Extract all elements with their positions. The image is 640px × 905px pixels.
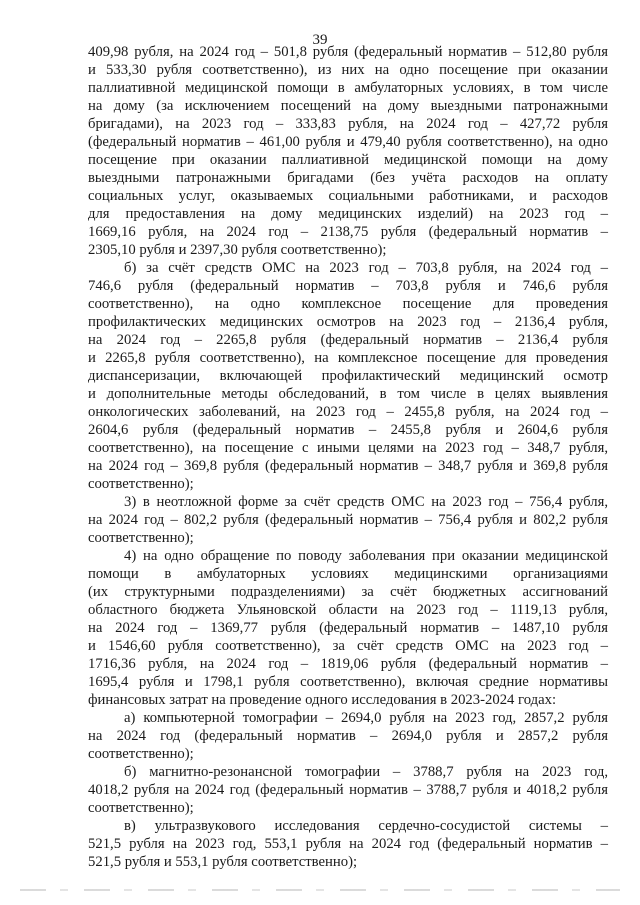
text-line: бригадами), на 2023 год – 333,83 рубля, на 2024 год – 427,72 рубля [88,116,608,132]
text-line: для предоставления на дому медицинских изделий) на 2023 год – [88,206,608,222]
text-line: областного бюджета Ульяновской области на 2023 год – 1119,13 рубля, [88,602,608,618]
text-line: соответственно); [88,746,194,762]
text-line: соответственно), на одно комплексное посещение для проведения [88,296,608,312]
text-line: 1695,4 рубля и 1798,1 рубля соответственно), включая средние нормативы [88,674,608,690]
text-line: соответственно); [88,530,194,546]
paragraph-start-line: б) магнитно-резонансной томографии – 3788,7 рубля на 2023 год, [124,764,608,780]
text-line: на дому (за исключением посещений на дому выездными патронажными [88,98,608,114]
text-line: 2604,6 рубля (федеральный норматив – 2455,8 рубля и 2604,6 рубля [88,422,608,438]
text-line: на 2024 год – 2265,8 рубля (федеральный норматив – 2136,4 рубля [88,332,608,348]
text-line: 746,6 рубля (федеральный норматив – 703,8 рубля и 746,6 рубля [88,278,608,294]
text-line: 1669,16 рубля, на 2024 год – 2138,75 рубля (федеральный норматив – [88,224,608,240]
text-line: на 2024 год – 1369,77 рубля (федеральный норматив – 1487,10 рубля [88,620,608,636]
text-line: 4018,2 рубля на 2024 год (федеральный норматив – 3788,7 рубля и 4018,2 рубля [88,782,608,798]
text-line: 1716,36 рубля, на 2024 год – 1819,06 рубля (федеральный норматив – [88,656,608,672]
text-line: соответственно); [88,476,194,492]
text-line: соответственно); [88,800,194,816]
text-line: выездными патронажными бригадами (без учёта расходов на оплату [88,170,608,186]
text-line: 521,5 рубля и 553,1 рубля соответственно); [88,854,358,870]
paragraph-start-line: 4) на одно обращение по поводу заболевания при оказании медицинской [124,548,608,564]
text-line: и дополнительные методы обследований, в том числе в целях выявления [88,386,608,402]
text-line: соответственно), на посещение с иными целями на 2023 год – 348,7 рубля, [88,440,608,456]
scan-artifact [20,889,620,891]
text-line: на 2024 год – 369,8 рубля (федеральный норматив – 348,7 рубля и 369,8 рубля [88,458,608,474]
text-line: посещение при оказании паллиативной медицинской помощи на дому [88,152,608,168]
text-line: социальных услуг, оказываемых социальными работниками, и расходов [88,188,608,204]
text-line: 521,5 рубля на 2023 год, 553,1 рубля на 2024 год (федеральный норматив – [88,836,608,852]
page-number: 39 [312,32,328,48]
text-line: финансовых затрат на проведение одного исследования в 2023-2024 годах: [88,692,557,708]
text-line: профилактических медицинских осмотров на 2023 год – 2136,4 рубля, [88,314,608,330]
text-line: и 1546,60 рубля соответственно), за счёт средств ОМС на 2023 год – [88,638,608,654]
paragraph-start-line: в) ультразвукового исследования сердечно-сосудистой системы – [124,818,608,834]
paragraph-start-line: б) за счёт средств ОМС на 2023 год – 703,8 рубля, на 2024 год – [124,260,608,276]
text-line: (их структурными подразделениями) за счёт бюджетных ассигнований [88,584,608,600]
paragraph-start-line: 3) в неотложной форме за счёт средств ОМС на 2023 год – 756,4 рубля, [124,494,608,510]
text-line: на 2024 год – 802,2 рубля (федеральный норматив – 756,4 рубля и 802,2 рубля [88,512,608,528]
text-line: на 2024 год (федеральный норматив – 2694,0 рубля и 2857,2 рубля [88,728,608,744]
text-line: онкологических заболеваний, на 2023 год – 2455,8 рубля, на 2024 год – [88,404,608,420]
text-line: диспансеризации, включающей профилактический медицинский осмотр [88,368,608,384]
text-line: (федеральный норматив – 461,00 рубля и 479,40 рубля соответственно), на одно [88,134,608,150]
text-line: паллиативной медицинской помощи в амбулаторных условиях, в том числе [88,80,608,96]
text-line: помощи в амбулаторных условиях медицинскими организациями [88,566,608,582]
paragraph-start-line: а) компьютерной томографии – 2694,0 рубля на 2023 год, 2857,2 рубля [124,710,608,726]
text-line: 2305,10 рубля и 2397,30 рубля соответственно); [88,242,387,258]
text-line: и 2265,8 рубля соответственно), на комплексное посещение для проведения [88,350,608,366]
text-line: 409,98 рубля, на 2024 год – 501,8 рубля (федеральный норматив – 512,80 рубля [88,44,608,60]
text-line: и 533,30 рубля соответственно), из них на одно посещение при оказании [88,62,608,78]
